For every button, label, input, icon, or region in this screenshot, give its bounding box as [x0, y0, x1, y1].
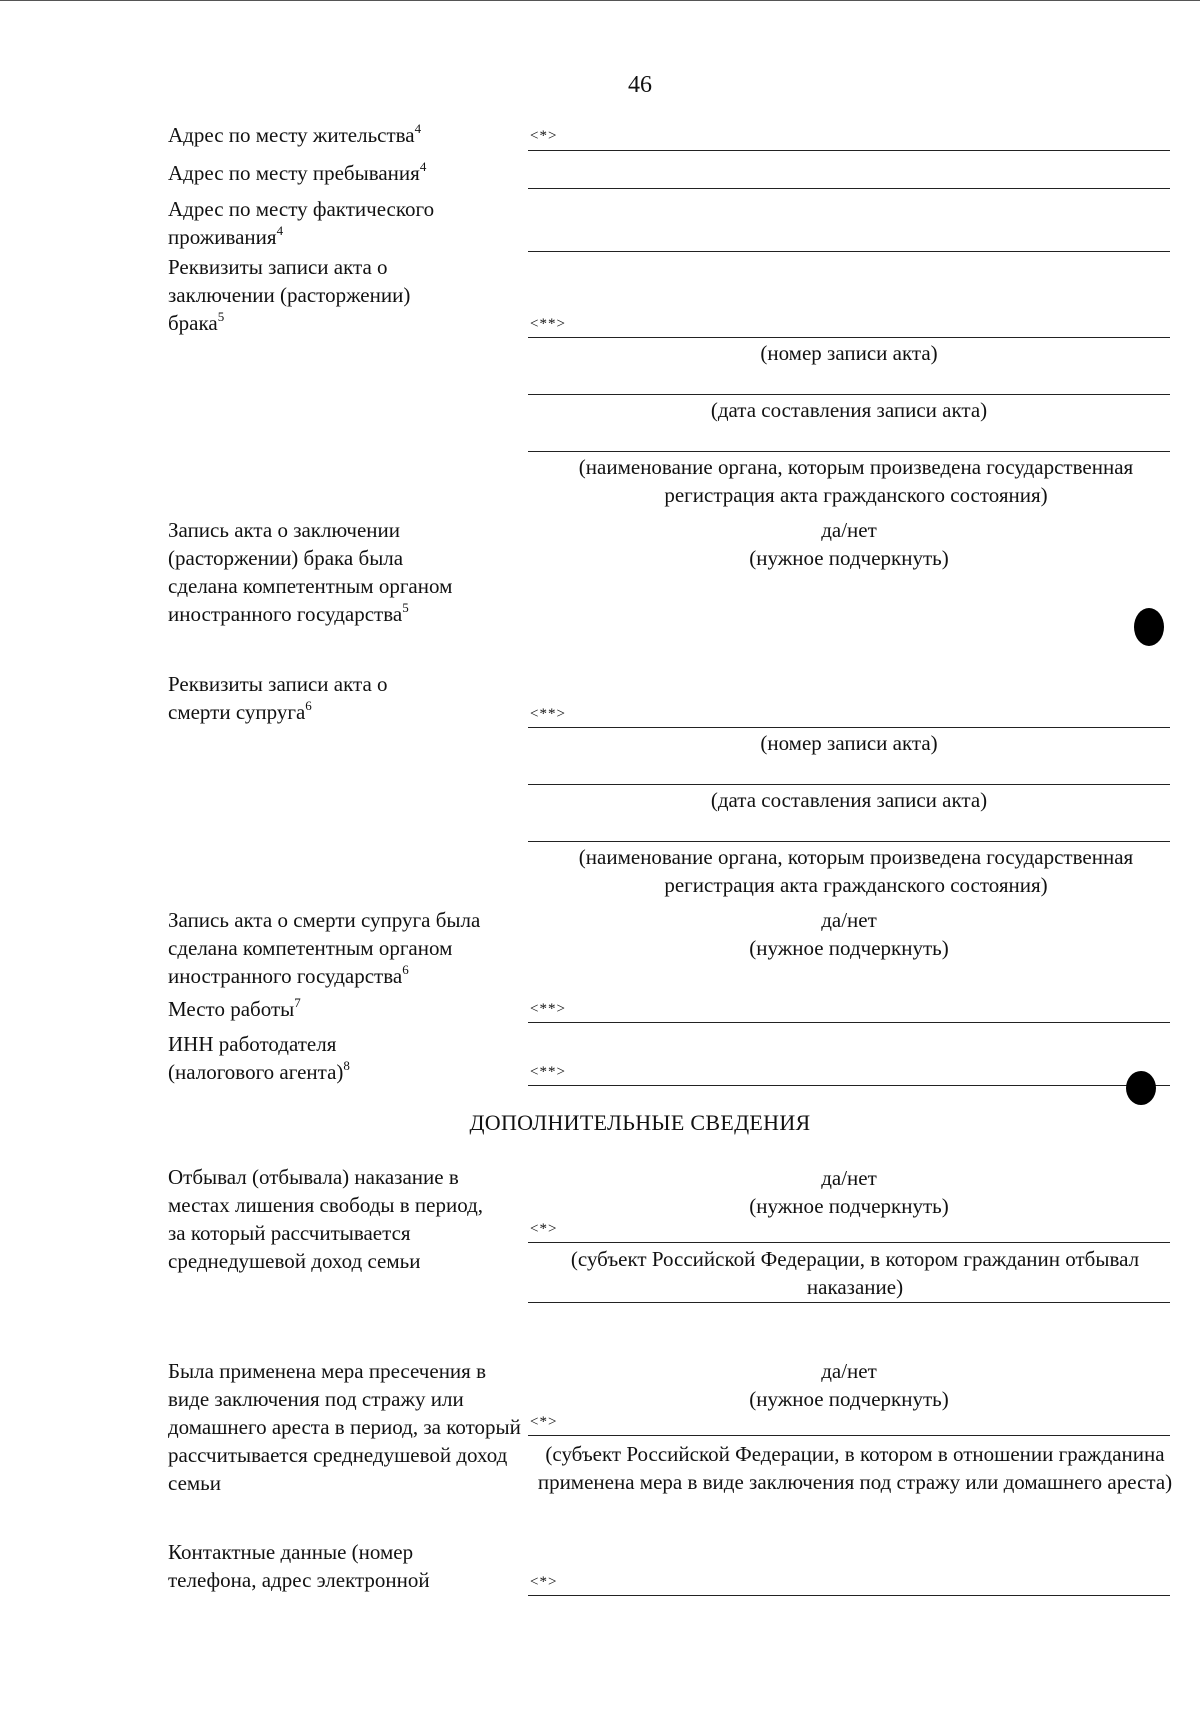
- employer-inn-label: ИНН работодателя (налогового агента)$^8$: [168, 1032, 350, 1084]
- custody-label: Была применена мера пресечения в виде заключения под стражу или домашнего ареста в период, за который рассчитывается среднедушевой доход семьи: [168, 1359, 521, 1495]
- death-record-mark: <**>: [530, 706, 566, 722]
- workplace-mark: <**>: [530, 1001, 566, 1017]
- page-number: 46: [628, 72, 652, 98]
- marriage-foreign-yes-no[interactable]: да/нет: [821, 518, 877, 542]
- marriage-record-date-field[interactable]: [528, 394, 1170, 395]
- additional-info-heading: ДОПОЛНИТЕЛЬНЫЕ СВЕДЕНИЯ: [469, 1110, 811, 1135]
- marriage-record-label: Реквизиты записи акта о заключении (расторжении) брака$^5$: [168, 255, 411, 335]
- contacts-mark: <*>: [530, 1574, 558, 1590]
- death-record-authority-caption: (наименование органа, которым произведена государственная регистрация акта гражданского состояния): [578, 845, 1134, 897]
- custody-region-caption: (субъект Российской Федерации, в котором в отношении гражданина применена мера в виде заключения под стражу или домашнего ареста): [537, 1442, 1173, 1494]
- marriage-record-authority-caption: (наименование органа, которым произведена государственная регистрация акта гражданского состояния): [578, 455, 1134, 507]
- residence-address-mark: <*>: [530, 128, 558, 144]
- death-record-authority-field[interactable]: [528, 841, 1170, 842]
- residence-address-label: Адрес по месту жительства$^4$: [168, 121, 422, 147]
- imprisonment-mark: <*>: [530, 1221, 558, 1237]
- custody-yes-no[interactable]: да/нет: [821, 1359, 877, 1383]
- marriage-record-authority-field[interactable]: [528, 451, 1170, 452]
- marriage-foreign-label: Запись акта о заключении (расторжении) брака была сделана компетентным органом иностранного государства$^5$: [168, 518, 453, 626]
- contacts-field[interactable]: [528, 1595, 1170, 1596]
- top-edge-line: [0, 0, 1200, 1]
- employer-inn-field[interactable]: [528, 1085, 1170, 1086]
- death-record-date-field[interactable]: [528, 784, 1170, 785]
- contacts-label: Контактные данные (номер телефона, адрес электронной: [168, 1540, 430, 1592]
- stay-address-label: Адрес по месту пребывания$^4$: [168, 159, 427, 185]
- death-record-date-caption: (дата составления записи акта): [710, 788, 988, 812]
- workplace-field[interactable]: [528, 1022, 1170, 1023]
- hole-punch-mark-2: [1126, 1071, 1156, 1105]
- death-foreign-label: Запись акта о смерти супруга была сделана компетентным органом иностранного государства$^6$: [168, 908, 481, 988]
- actual-address-field[interactable]: [528, 251, 1170, 252]
- employer-inn-mark: <**>: [530, 1064, 566, 1080]
- death-foreign-hint: (нужное подчеркнуть): [749, 936, 949, 960]
- death-record-number-caption: (номер записи акта): [760, 731, 938, 755]
- marriage-foreign-hint: (нужное подчеркнуть): [749, 546, 949, 570]
- imprisonment-region-field[interactable]: [528, 1242, 1170, 1243]
- residence-address-field[interactable]: [528, 150, 1170, 151]
- death-record-number-field[interactable]: [528, 727, 1170, 728]
- imprisonment-region-caption: (субъект Российской Федерации, в котором гражданин отбывал наказание): [570, 1247, 1140, 1299]
- actual-address-label: Адрес по месту фактического проживания$^4$: [168, 197, 435, 249]
- marriage-record-date-caption: (дата составления записи акта): [710, 398, 988, 422]
- hole-punch-mark: [1134, 608, 1164, 646]
- imprisonment-hint: (нужное подчеркнуть): [749, 1194, 949, 1218]
- imprisonment-label: Отбывал (отбывала) наказание в местах лишения свободы в период, за который рассчитывается среднедушевой доход семьи: [168, 1165, 484, 1273]
- death-foreign-yes-no[interactable]: да/нет: [821, 908, 877, 932]
- custody-hint: (нужное подчеркнуть): [749, 1387, 949, 1411]
- marriage-record-mark: <**>: [530, 316, 566, 332]
- death-record-label: Реквизиты записи акта о смерти супруга$^6$: [168, 672, 388, 724]
- custody-mark: <*>: [530, 1414, 558, 1430]
- custody-region-field[interactable]: [528, 1435, 1170, 1436]
- workplace-label: Место работы$^7$: [168, 995, 301, 1021]
- stay-address-field[interactable]: [528, 188, 1170, 189]
- marriage-record-number-caption: (номер записи акта): [760, 341, 938, 365]
- marriage-record-number-field[interactable]: [528, 337, 1170, 338]
- imprisonment-yes-no[interactable]: да/нет: [821, 1166, 877, 1190]
- imprisonment-region-underline: [528, 1302, 1170, 1303]
